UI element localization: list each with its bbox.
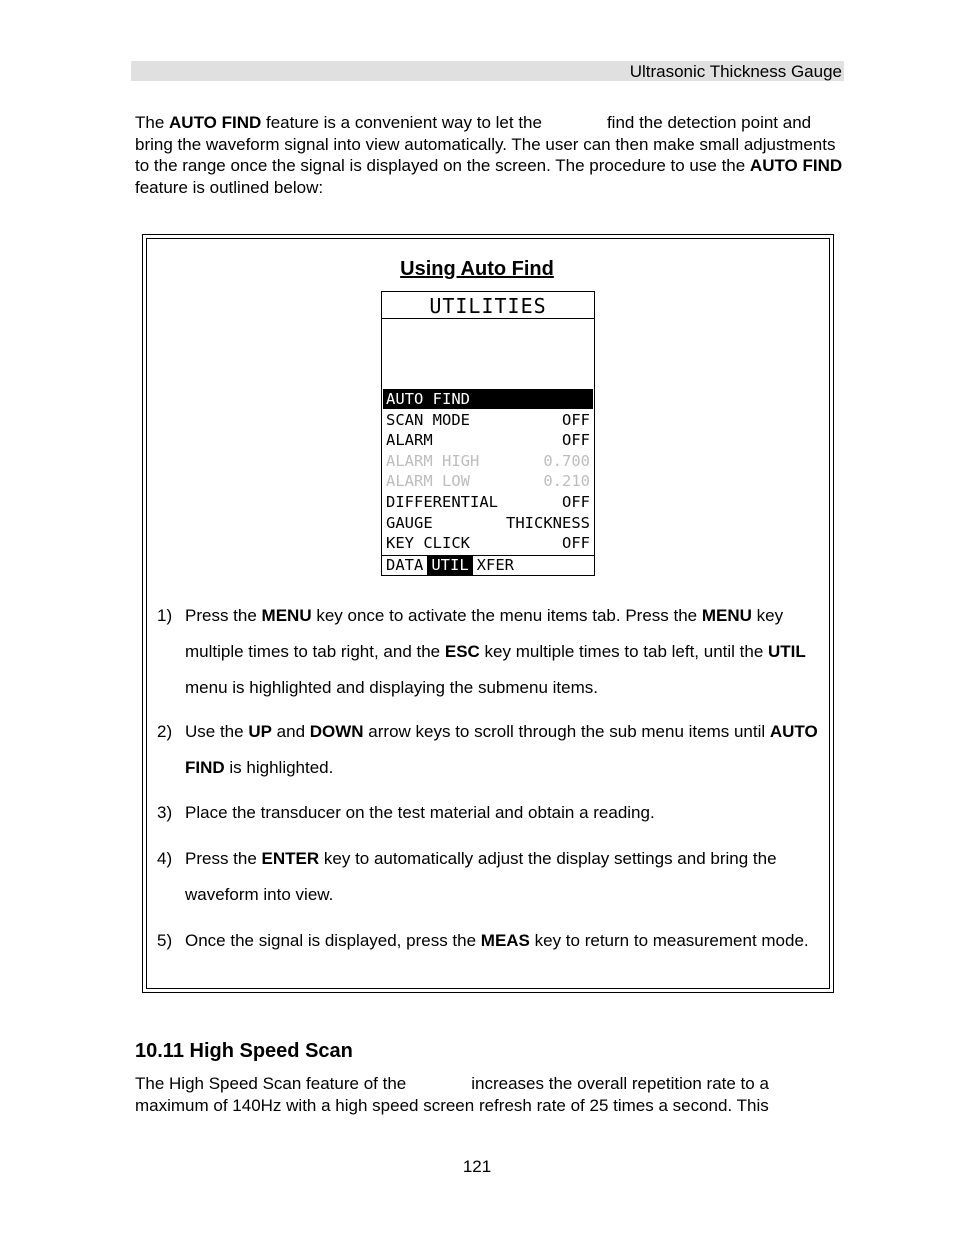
step-number: 2)	[157, 722, 173, 741]
step-text: menu is highlighted and displaying the submenu items.	[185, 678, 598, 697]
menu-item-label: ALARM HIGH	[386, 451, 480, 470]
step-text: key to return to measurement mode.	[529, 931, 809, 950]
menu-item-value: 0.210	[543, 472, 590, 491]
step-item	[157, 923, 827, 959]
intro-text: feature is outlined below:	[135, 177, 324, 197]
intro-bold: AUTO FIND	[169, 113, 262, 132]
step-text: Press the	[185, 606, 262, 625]
menu-item-value: OFF	[562, 431, 590, 450]
menu-item	[383, 430, 593, 450]
menu-item-value: OFF	[562, 493, 590, 511]
step-text: is highlighted.	[224, 758, 334, 777]
step-bold: UP	[248, 722, 272, 741]
step-text: arrow keys to scroll through the sub menu items until	[363, 722, 770, 741]
step-number: 4)	[157, 849, 173, 868]
tab-util: UTIL	[427, 556, 472, 575]
step-text: key to automatically adjust the display settings and bring the waveform into view.	[185, 849, 777, 904]
menu-item-label: ALARM LOW	[386, 472, 470, 491]
step-bold: AUTO FIND	[185, 722, 818, 777]
intro-text: The	[135, 113, 170, 132]
menu-item	[383, 389, 593, 409]
menu-item-label: ALARM	[386, 431, 433, 450]
section-paragraph	[135, 1073, 847, 1116]
step-text: key multiple times to tab left, until the	[479, 642, 769, 661]
screen-title: UTILITIES	[382, 292, 594, 319]
step-bold: UTIL	[768, 642, 806, 661]
menu-item	[383, 492, 593, 512]
step-text: and	[271, 722, 310, 741]
step-bold: DOWN	[309, 722, 364, 741]
procedure-steps	[157, 598, 827, 959]
running-header: Ultrasonic Thickness Gauge	[629, 62, 842, 81]
step-number: 3)	[157, 803, 173, 822]
step-item	[157, 795, 827, 831]
tab-data: DATA	[386, 556, 424, 574]
step-text: key multiple times to tab right, and the	[185, 606, 784, 661]
step-bold: MEAS	[480, 931, 530, 950]
menu-item-label: AUTO FIND	[386, 390, 470, 408]
step-bold: ENTER	[261, 849, 320, 868]
step-item	[157, 841, 827, 913]
menu-item-label: KEY CLICK	[386, 534, 470, 553]
menu-item-value: THICKNESS	[506, 513, 590, 532]
section-heading: 10.11 High Speed Scan	[135, 1040, 353, 1062]
step-text: key once to activate the menu items tab. Press the	[311, 606, 702, 625]
intro-paragraph	[135, 112, 845, 198]
menu-item	[383, 533, 593, 553]
menu-item	[383, 471, 593, 491]
intro-bold: AUTO FIND	[749, 156, 843, 175]
step-text: Press the	[185, 849, 262, 868]
section-text: The High Speed Scan feature of the	[135, 1074, 407, 1093]
menu-item-value: OFF	[562, 410, 590, 429]
step-item	[157, 598, 827, 706]
procedure-title: Using Auto Find	[400, 258, 554, 280]
step-text: Use the	[185, 722, 249, 741]
intro-text: feature is a convenient way to let the	[261, 113, 542, 132]
step-bold: ESC	[444, 642, 480, 661]
menu-item-label: SCAN MODE	[386, 410, 470, 429]
section-text: increases the overall repetition rate to a maximum of 140Hz with a high speed screen refresh rate of 25 times a second. This	[135, 1074, 769, 1115]
menu-item-label: GAUGE	[386, 513, 433, 532]
intro-text: find the detection point and bring the waveform signal into view automatically. The user can then make small adjustments to the range once the signal is displayed on the screen. The procedure to use the	[135, 113, 836, 175]
tab-xfer: XFER	[476, 556, 514, 574]
menu-item-value: OFF	[562, 534, 590, 553]
menu-item	[383, 451, 593, 471]
page-number: 121	[462, 1157, 492, 1176]
menu-item-label: DIFFERENTIAL	[386, 493, 498, 511]
step-item	[157, 714, 827, 786]
menu-item	[383, 410, 593, 430]
screen-tabs	[382, 555, 594, 575]
step-number: 1)	[157, 606, 173, 625]
step-bold: MENU	[701, 606, 752, 625]
step-number: 5)	[157, 931, 173, 950]
step-bold: MENU	[261, 606, 312, 625]
step-text: Place the transducer on the test material and obtain a reading.	[185, 803, 655, 822]
step-text: Once the signal is displayed, press the	[185, 931, 481, 950]
menu-item-value: 0.700	[543, 451, 590, 470]
menu-item	[383, 513, 593, 533]
gauge-screen	[381, 291, 595, 576]
